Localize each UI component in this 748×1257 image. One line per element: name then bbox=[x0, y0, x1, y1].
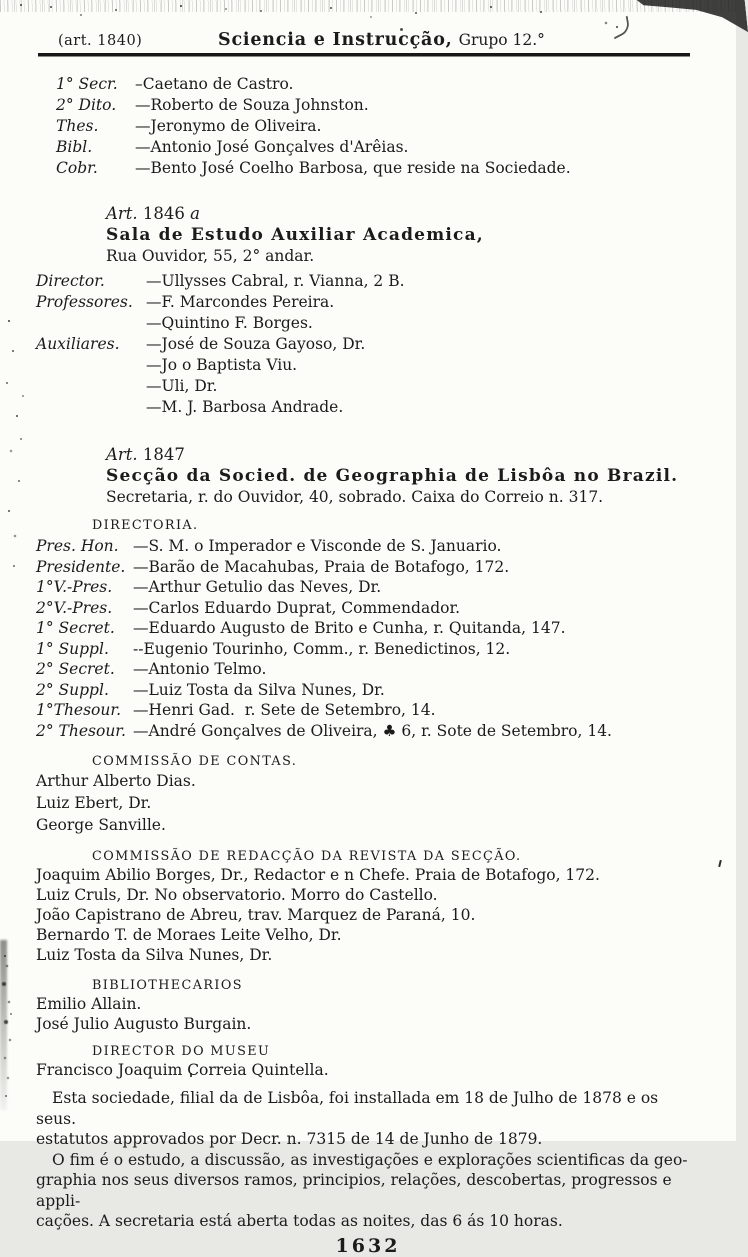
role-label bbox=[36, 355, 146, 376]
redaccao-member-list bbox=[36, 865, 700, 965]
entry-text: —Uli, Dr. bbox=[146, 377, 218, 395]
entry-text: —S. M. o Imperador e Visconde de S. Januario. bbox=[133, 537, 502, 555]
member-name: Luiz Ebert, Dr. bbox=[36, 794, 152, 812]
role-label: Director. bbox=[36, 272, 105, 290]
directoria-row bbox=[36, 577, 700, 598]
entry-text: —M. J. Barbosa Andrade. bbox=[146, 398, 344, 416]
officer-row bbox=[36, 158, 700, 179]
staff-row bbox=[36, 376, 700, 397]
entry-text: —Carlos Eduardo Duprat, Commendador. bbox=[133, 598, 461, 617]
staff-row bbox=[36, 271, 700, 292]
directoria-row bbox=[36, 680, 700, 701]
article-1846-section bbox=[36, 204, 700, 418]
entry-text: —Antonio José Gonçalves d'Arêias. bbox=[135, 138, 409, 156]
bibliothecarios-list bbox=[36, 994, 700, 1034]
group-label: Grupo 12.° bbox=[458, 31, 545, 49]
officer-row bbox=[36, 116, 700, 137]
bibliothecarios-heading: BIBLIOTHECARIOS bbox=[92, 978, 243, 993]
role-label bbox=[36, 376, 146, 397]
staff-row bbox=[36, 313, 700, 334]
entry-text: –Caetano de Castro. bbox=[135, 75, 294, 93]
role-label: Professores. bbox=[36, 293, 133, 311]
staff-list bbox=[36, 271, 700, 418]
paragraph-line: cações. A secretaria está aberta todas as noites, das 6 ás 10 horas. bbox=[36, 1212, 563, 1230]
role-label: 1°V.-Pres. bbox=[36, 578, 113, 596]
article-number-line bbox=[36, 204, 700, 223]
entry-text: —Antonio Telmo. bbox=[133, 660, 267, 678]
directoria-list bbox=[36, 536, 700, 741]
role-label: Cobr. bbox=[56, 159, 98, 177]
entry-text: —André Gonçalves de Oliveira, ♣ 6, r. Sote de Setembro, 14. bbox=[133, 721, 612, 740]
entry-text: —Ullysses Cabral, r. Vianna, 2 B. bbox=[146, 272, 405, 290]
directoria-row bbox=[36, 721, 700, 742]
officer-row bbox=[36, 137, 700, 158]
role-label bbox=[36, 397, 146, 418]
entry-text: —Barão de Macahubas, Praia de Botafogo, 172. bbox=[133, 557, 510, 576]
contas-heading: COMMISSÃO DE CONTAS. bbox=[92, 754, 298, 769]
entry-text: —Luiz Tosta da Silva Nunes, Dr. bbox=[133, 680, 385, 699]
article-label: Art. bbox=[106, 204, 138, 223]
staff-row bbox=[36, 355, 700, 376]
paragraph-line: Esta sociedade, filial da de Lisbôa, foi installada em 18 de Julho de 1878 e os seus. bbox=[36, 1089, 664, 1128]
member-name: Luiz Cruls, Dr. No observatorio. Morro do Castello. bbox=[36, 886, 438, 904]
entry-text: —Eduardo Augusto de Brito e Cunha, r. Quitanda, 147. bbox=[133, 619, 566, 637]
member-name: José Julio Augusto Burgain. bbox=[36, 1015, 252, 1033]
staff-row bbox=[36, 397, 700, 418]
officer-row bbox=[36, 95, 700, 116]
entry-text: —Arthur Getulio das Neves, Dr. bbox=[133, 578, 382, 596]
directoria-row bbox=[36, 639, 700, 660]
description-paragraph-1 bbox=[36, 1088, 700, 1150]
paragraph-line: O fim é o estudo, a discussão, as investigações e explorações scientificas da geo- bbox=[52, 1150, 688, 1169]
section-title: Sciencia e Instrucção, bbox=[218, 30, 453, 50]
directoria-row bbox=[36, 557, 700, 578]
role-label: Pres. Hon. bbox=[36, 537, 119, 555]
member-name: Arthur Alberto Dias. bbox=[36, 772, 196, 790]
role-label: Auxiliares. bbox=[36, 335, 120, 353]
member-name: Joaquim Abilio Borges, Dr., Redactor e n Chefe. Praia de Botafogo, 172. bbox=[36, 866, 600, 884]
entry-text: —Henri Gad. r. Sete de Setembro, 14. bbox=[133, 701, 436, 719]
role-label: Bibl. bbox=[56, 138, 93, 156]
role-label: 2° Suppl. bbox=[36, 680, 109, 699]
institution-address: Rua Ouvidor, 55, 2° andar. bbox=[106, 247, 315, 265]
role-label: 2° Thesour. bbox=[36, 721, 126, 740]
redaccao-heading: COMMISSÃO DE REDACÇÃO DA REVISTA DA SECÇÃO. bbox=[92, 849, 522, 864]
entry-text: —Jeronymo de Oliveira. bbox=[135, 117, 322, 135]
article-suffix: a bbox=[190, 204, 201, 223]
member-name: Emilio Allain. bbox=[36, 995, 142, 1013]
page-number: 1632 bbox=[335, 1234, 401, 1257]
role-label: 2° Dito. bbox=[56, 96, 117, 114]
article-number-line bbox=[36, 445, 700, 464]
article-1847-section bbox=[36, 445, 700, 1232]
article-label: Art. bbox=[106, 445, 138, 464]
role-label: 1° Suppl. bbox=[36, 639, 109, 658]
directoria-row bbox=[36, 536, 700, 557]
member-name: George Sanville. bbox=[36, 816, 166, 834]
museu-heading: DIRECTOR DO MUSEU bbox=[92, 1044, 271, 1059]
officer-row bbox=[36, 74, 700, 95]
entry-text: —Roberto de Souza Johnston. bbox=[135, 96, 369, 114]
role-label: 2° Secret. bbox=[36, 660, 115, 678]
role-label: 1°Thesour. bbox=[36, 701, 122, 719]
role-label: Thes. bbox=[56, 117, 99, 135]
article-reference: (art. 1840) bbox=[58, 33, 143, 49]
role-label: Presidente. bbox=[36, 557, 126, 576]
entry-text: —Bento José Coelho Barbosa, que reside na Sociedade. bbox=[135, 159, 571, 177]
member-name: Bernardo T. de Moraes Leite Velho, Dr. bbox=[36, 926, 342, 944]
role-label: 1° Secr. bbox=[56, 75, 118, 93]
directoria-row bbox=[36, 700, 700, 721]
institution-heading: Sala de Estudo Auxiliar Academica, bbox=[106, 225, 484, 245]
entry-text: —F. Marcondes Pereira. bbox=[146, 293, 335, 311]
directoria-row bbox=[36, 659, 700, 680]
description-paragraph-2 bbox=[36, 1150, 700, 1232]
entry-text: —Jo o Baptista Viu. bbox=[146, 356, 298, 374]
member-name: Luiz Tosta da Silva Nunes, Dr. bbox=[36, 946, 273, 964]
museu-director-list bbox=[36, 1060, 700, 1080]
header-rule bbox=[38, 53, 690, 57]
officer-list bbox=[36, 74, 700, 179]
entry-text: —José de Souza Gayoso, Dr. bbox=[146, 335, 366, 353]
member-name: João Capistrano de Abreu, trav. Marquez de Paraná, 10. bbox=[36, 906, 476, 924]
member-name: Francisco Joaquim Correia Quintella. bbox=[36, 1061, 329, 1079]
entry-text: --Eugenio Tourinho, Comm., r. Benedictinos, 12. bbox=[133, 639, 511, 658]
paragraph-line: graphia nos seus diversos ramos, principios, relações, descobertas, progressos e appli- bbox=[36, 1171, 677, 1210]
entry-text: —Quintino F. Borges. bbox=[146, 314, 313, 332]
role-label: 2°V.-Pres. bbox=[36, 598, 113, 617]
directoria-row bbox=[36, 618, 700, 639]
staff-row bbox=[36, 334, 700, 355]
paragraph-line: estatutos approvados por Decr. n. 7315 de 14 de Junho de 1879. bbox=[36, 1130, 543, 1148]
institution-address: Secretaria, r. do Ouvidor, 40, sobrado. Caixa do Correio n. 317. bbox=[106, 488, 604, 506]
contas-member-list bbox=[36, 770, 700, 836]
directoria-heading: DIRECTORIA. bbox=[92, 518, 199, 533]
institution-heading: Secção da Socied. de Geographia de Lisbôa no Brazil. bbox=[106, 466, 679, 486]
directoria-row bbox=[36, 598, 700, 619]
running-header bbox=[36, 30, 700, 50]
role-label: 1° Secret. bbox=[36, 619, 115, 637]
article-number: 1846 bbox=[137, 204, 191, 223]
role-label bbox=[36, 313, 146, 334]
article-number: 1847 bbox=[137, 445, 185, 464]
staff-row bbox=[36, 292, 700, 313]
